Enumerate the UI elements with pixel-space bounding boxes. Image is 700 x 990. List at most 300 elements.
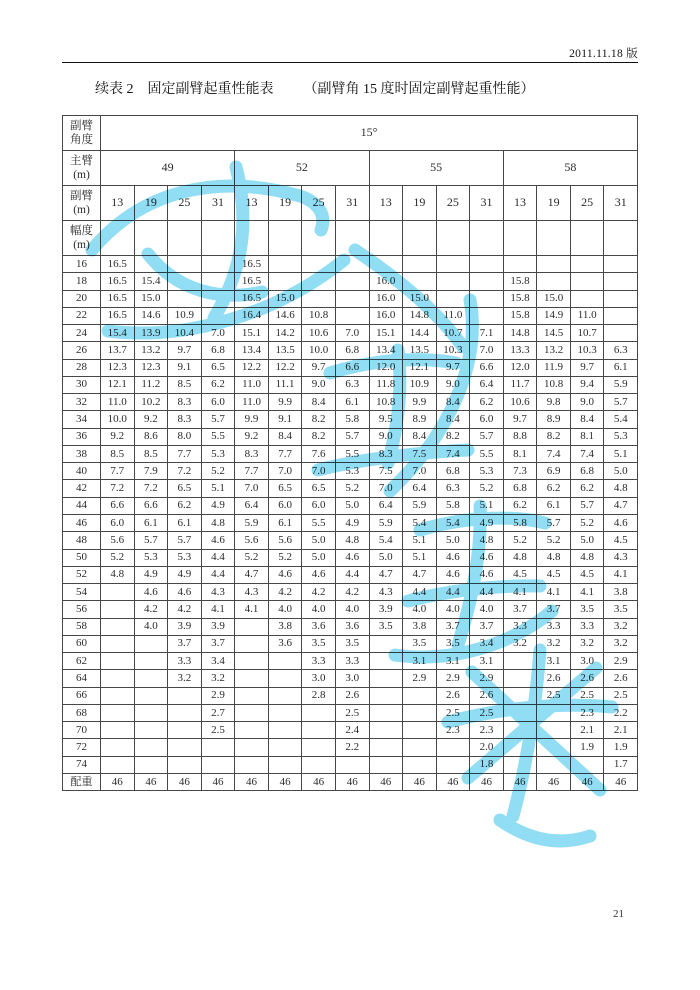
capacity-cell: 13.4: [235, 342, 269, 359]
capacity-cell: 16.5: [101, 290, 135, 307]
capacity-cell: 11.0: [235, 376, 269, 393]
capacity-cell: 3.9: [168, 618, 202, 635]
capacity-cell: 8.3: [168, 411, 202, 428]
radius-cell: 40: [63, 463, 101, 480]
capacity-cell: 8.2: [302, 428, 336, 445]
capacity-cell: 9.0: [436, 376, 470, 393]
capacity-cell: [134, 739, 168, 756]
capacity-cell: 2.8: [302, 687, 336, 704]
capacity-cell: 5.2: [268, 549, 302, 566]
main-boom-49-cell: 49: [101, 151, 235, 186]
capacity-cell: 5.0: [436, 532, 470, 549]
radius-header-empty-cell: [235, 221, 269, 256]
capacity-cell: 14.8: [503, 325, 537, 342]
capacity-cell: 6.2: [168, 497, 202, 514]
capacity-cell: 4.3: [235, 584, 269, 601]
table-row: [63, 653, 638, 670]
capacity-cell: 8.2: [302, 411, 336, 428]
capacity-cell: 5.3: [168, 549, 202, 566]
capacity-cell: 6.5: [201, 359, 235, 376]
capacity-cell: [101, 704, 135, 721]
capacity-cell: 4.0: [302, 601, 336, 618]
table-row: [63, 532, 638, 549]
capacity-cell: 10.0: [302, 342, 336, 359]
capacity-cell: 4.9: [168, 566, 202, 583]
capacity-cell: 6.5: [268, 480, 302, 497]
capacity-cell: 4.8: [470, 532, 504, 549]
capacity-cell: 4.6: [335, 549, 369, 566]
capacity-cell: 10.8: [537, 376, 571, 393]
capacity-cell: 13.2: [134, 342, 168, 359]
capacity-cell: 3.0: [570, 653, 604, 670]
page-title-main: 续表 2 固定副臂起重性能表: [95, 82, 274, 97]
capacity-cell: [503, 756, 537, 773]
capacity-cell: [537, 739, 571, 756]
load-chart-table: [62, 115, 638, 791]
capacity-cell: 6.5: [168, 480, 202, 497]
capacity-cell: 5.7: [201, 411, 235, 428]
capacity-cell: [503, 704, 537, 721]
capacity-cell: 2.3: [436, 722, 470, 739]
capacity-cell: [503, 256, 537, 273]
capacity-cell: 4.6: [436, 549, 470, 566]
radius-cell: 74: [63, 756, 101, 773]
capacity-cell: 4.4: [470, 584, 504, 601]
capacity-cell: 8.4: [436, 394, 470, 411]
capacity-cell: 2.1: [570, 722, 604, 739]
capacity-cell: 3.7: [168, 635, 202, 652]
radius-cell: 64: [63, 670, 101, 687]
capacity-cell: [168, 290, 202, 307]
radius-header-empty-cell: [134, 221, 168, 256]
capacity-cell: [403, 256, 437, 273]
table-row: [63, 566, 638, 583]
capacity-cell: 15.1: [369, 325, 403, 342]
capacity-cell: 9.9: [235, 411, 269, 428]
capacity-cell: 5.2: [101, 549, 135, 566]
capacity-cell: [201, 256, 235, 273]
capacity-cell: 14.5: [537, 325, 571, 342]
capacity-cell: 12.3: [134, 359, 168, 376]
capacity-cell: 12.1: [403, 359, 437, 376]
capacity-cell: 3.5: [369, 618, 403, 635]
capacity-cell: 4.0: [403, 601, 437, 618]
capacity-cell: 16.5: [235, 273, 269, 290]
capacity-cell: 4.3: [369, 584, 403, 601]
capacity-cell: [302, 256, 336, 273]
page-title: [95, 78, 535, 98]
capacity-cell: 5.4: [436, 514, 470, 531]
capacity-cell: 2.3: [570, 704, 604, 721]
capacity-cell: [302, 722, 336, 739]
capacity-cell: [101, 739, 135, 756]
capacity-cell: 9.7: [436, 359, 470, 376]
capacity-cell: 7.4: [570, 445, 604, 462]
capacity-cell: 7.1: [470, 325, 504, 342]
capacity-cell: 3.8: [403, 618, 437, 635]
version-label: 2011.11.18 版: [569, 48, 638, 60]
capacity-cell: 9.1: [268, 411, 302, 428]
capacity-cell: [235, 618, 269, 635]
radius-cell: 56: [63, 601, 101, 618]
radius-header-empty-cell: [470, 221, 504, 256]
capacity-cell: 8.0: [168, 428, 202, 445]
capacity-cell: [235, 722, 269, 739]
capacity-cell: [369, 687, 403, 704]
capacity-cell: [369, 256, 403, 273]
capacity-cell: [302, 739, 336, 756]
capacity-cell: 3.5: [403, 635, 437, 652]
capacity-cell: 12.1: [101, 376, 135, 393]
capacity-cell: [268, 722, 302, 739]
radius-header-empty-cell: [436, 221, 470, 256]
capacity-cell: 2.5: [470, 704, 504, 721]
capacity-cell: 3.7: [537, 601, 571, 618]
capacity-cell: 2.3: [470, 722, 504, 739]
capacity-cell: 3.3: [168, 653, 202, 670]
capacity-cell: 5.5: [470, 445, 504, 462]
capacity-cell: 1.9: [570, 739, 604, 756]
capacity-cell: 4.2: [134, 601, 168, 618]
capacity-cell: [134, 687, 168, 704]
capacity-cell: 3.6: [268, 635, 302, 652]
capacity-cell: 7.4: [537, 445, 571, 462]
radius-cell: 60: [63, 635, 101, 652]
capacity-cell: 4.8: [604, 480, 638, 497]
capacity-cell: 2.6: [604, 670, 638, 687]
capacity-cell: [268, 756, 302, 773]
capacity-cell: 2.5: [537, 687, 571, 704]
capacity-cell: [235, 687, 269, 704]
capacity-cell: 6.0: [101, 514, 135, 531]
capacity-cell: 5.6: [235, 532, 269, 549]
capacity-cell: 8.1: [503, 445, 537, 462]
jib-length-cell: 13: [235, 186, 269, 221]
capacity-cell: 5.9: [235, 514, 269, 531]
capacity-cell: 10.0: [101, 411, 135, 428]
capacity-cell: 12.2: [235, 359, 269, 376]
capacity-cell: 4.9: [335, 514, 369, 531]
jib-length-cell: 25: [168, 186, 202, 221]
table-row: [63, 463, 638, 480]
capacity-cell: 7.2: [101, 480, 135, 497]
capacity-cell: 11.0: [436, 307, 470, 324]
capacity-cell: [403, 687, 437, 704]
capacity-cell: 7.7: [168, 445, 202, 462]
capacity-cell: 6.8: [335, 342, 369, 359]
counterweight-cell: 46: [503, 773, 537, 790]
counterweight-cell: 46: [101, 773, 135, 790]
capacity-cell: 15.0: [134, 290, 168, 307]
capacity-cell: 2.9: [604, 653, 638, 670]
capacity-cell: 5.3: [134, 549, 168, 566]
capacity-cell: [436, 273, 470, 290]
radius-header-empty-cell: [503, 221, 537, 256]
capacity-cell: 4.4: [436, 584, 470, 601]
table-row: [63, 687, 638, 704]
capacity-cell: 10.9: [168, 307, 202, 324]
capacity-cell: 10.9: [403, 376, 437, 393]
capacity-cell: [134, 635, 168, 652]
capacity-cell: 4.2: [335, 584, 369, 601]
capacity-cell: 6.6: [335, 359, 369, 376]
capacity-cell: 15.8: [503, 273, 537, 290]
capacity-cell: 7.0: [369, 480, 403, 497]
capacity-cell: 3.2: [570, 635, 604, 652]
capacity-cell: [134, 670, 168, 687]
capacity-cell: 8.5: [168, 376, 202, 393]
capacity-cell: 4.7: [235, 566, 269, 583]
capacity-cell: 4.2: [168, 601, 202, 618]
capacity-cell: 4.0: [470, 601, 504, 618]
jib-angle-corner-cell: 副臂 角度: [63, 116, 101, 151]
capacity-cell: 4.8: [537, 549, 571, 566]
capacity-cell: 6.2: [503, 497, 537, 514]
capacity-cell: 8.9: [403, 411, 437, 428]
capacity-cell: 8.5: [101, 445, 135, 462]
capacity-cell: [503, 739, 537, 756]
capacity-cell: 4.8: [335, 532, 369, 549]
capacity-cell: 6.9: [537, 463, 571, 480]
capacity-cell: 5.9: [403, 497, 437, 514]
jib-length-cell: 31: [470, 186, 504, 221]
capacity-cell: 7.0: [235, 480, 269, 497]
capacity-cell: 4.8: [503, 549, 537, 566]
counterweight-cell: 46: [403, 773, 437, 790]
table-row: [63, 342, 638, 359]
table-row: [63, 290, 638, 307]
capacity-cell: 9.2: [235, 428, 269, 445]
radius-header-empty-cell: [201, 221, 235, 256]
capacity-cell: 4.4: [335, 566, 369, 583]
capacity-cell: 6.0: [201, 394, 235, 411]
capacity-cell: 6.4: [235, 497, 269, 514]
capacity-cell: 3.4: [201, 653, 235, 670]
capacity-cell: [268, 653, 302, 670]
capacity-cell: 10.6: [302, 325, 336, 342]
capacity-cell: 3.1: [537, 653, 571, 670]
capacity-cell: 9.7: [168, 342, 202, 359]
capacity-cell: [537, 704, 571, 721]
capacity-cell: 3.1: [470, 653, 504, 670]
capacity-cell: 3.3: [537, 618, 571, 635]
capacity-cell: 4.9: [201, 497, 235, 514]
capacity-cell: 8.4: [268, 428, 302, 445]
capacity-cell: 5.4: [369, 532, 403, 549]
radius-cell: 42: [63, 480, 101, 497]
capacity-cell: 6.1: [537, 497, 571, 514]
counterweight-cell: 46: [436, 773, 470, 790]
capacity-cell: [134, 704, 168, 721]
capacity-cell: 5.7: [168, 532, 202, 549]
radius-header-empty-cell: [302, 221, 336, 256]
capacity-cell: 2.4: [335, 722, 369, 739]
table-row: [63, 704, 638, 721]
capacity-cell: [134, 722, 168, 739]
capacity-cell: [369, 635, 403, 652]
capacity-cell: 11.1: [268, 376, 302, 393]
radius-header-empty-cell: [168, 221, 202, 256]
capacity-cell: 5.3: [604, 428, 638, 445]
capacity-cell: 8.6: [134, 428, 168, 445]
capacity-cell: 5.2: [470, 480, 504, 497]
capacity-cell: 5.0: [335, 497, 369, 514]
main-boom-corner-cell: 主臂 (m): [63, 151, 101, 186]
capacity-cell: 9.7: [503, 411, 537, 428]
capacity-cell: [235, 704, 269, 721]
capacity-cell: 5.2: [235, 549, 269, 566]
capacity-cell: [537, 756, 571, 773]
capacity-cell: 8.2: [436, 428, 470, 445]
table-row: [63, 256, 638, 273]
capacity-cell: 1.9: [604, 739, 638, 756]
capacity-cell: 9.9: [403, 394, 437, 411]
capacity-cell: [268, 704, 302, 721]
capacity-cell: 6.2: [570, 480, 604, 497]
capacity-cell: 9.5: [369, 411, 403, 428]
capacity-cell: 2.5: [201, 722, 235, 739]
table-row: [63, 756, 638, 773]
capacity-cell: 10.8: [369, 394, 403, 411]
capacity-cell: 5.7: [470, 428, 504, 445]
table-row: [63, 325, 638, 342]
capacity-cell: 11.0: [570, 307, 604, 324]
capacity-cell: 5.1: [403, 532, 437, 549]
jib-length-cell: 25: [570, 186, 604, 221]
radius-cell: 62: [63, 653, 101, 670]
radius-cell: 36: [63, 428, 101, 445]
capacity-cell: 4.1: [201, 601, 235, 618]
radius-cell: 30: [63, 376, 101, 393]
capacity-cell: 5.1: [470, 497, 504, 514]
capacity-cell: 6.1: [335, 394, 369, 411]
table-row: [63, 549, 638, 566]
jib-length-cell: 19: [268, 186, 302, 221]
capacity-cell: [570, 290, 604, 307]
counterweight-cell: 46: [201, 773, 235, 790]
table-row: [63, 428, 638, 445]
capacity-cell: [168, 756, 202, 773]
counterweight-cell: 46: [168, 773, 202, 790]
capacity-cell: 8.8: [503, 428, 537, 445]
capacity-cell: 3.2: [201, 670, 235, 687]
capacity-cell: 13.3: [503, 342, 537, 359]
capacity-cell: 10.3: [570, 342, 604, 359]
capacity-cell: 4.8: [570, 549, 604, 566]
capacity-cell: 16.5: [101, 256, 135, 273]
capacity-cell: 4.6: [470, 549, 504, 566]
capacity-cell: 4.1: [570, 584, 604, 601]
capacity-cell: [335, 273, 369, 290]
capacity-cell: 8.3: [369, 445, 403, 462]
capacity-cell: 14.6: [268, 307, 302, 324]
capacity-cell: 8.4: [302, 394, 336, 411]
capacity-cell: [403, 273, 437, 290]
capacity-cell: 9.4: [570, 376, 604, 393]
capacity-cell: 14.6: [134, 307, 168, 324]
capacity-cell: 9.0: [302, 376, 336, 393]
capacity-cell: [101, 635, 135, 652]
capacity-cell: 5.4: [403, 514, 437, 531]
capacity-cell: 8.3: [168, 394, 202, 411]
capacity-cell: 16.0: [369, 307, 403, 324]
capacity-cell: [235, 670, 269, 687]
capacity-cell: 12.2: [268, 359, 302, 376]
radius-cell: 38: [63, 445, 101, 462]
capacity-cell: 10.6: [503, 394, 537, 411]
capacity-cell: 4.6: [436, 566, 470, 583]
jib-length-cell: 13: [101, 186, 135, 221]
capacity-cell: 9.7: [570, 359, 604, 376]
capacity-cell: 5.2: [201, 463, 235, 480]
capacity-cell: [403, 722, 437, 739]
capacity-cell: 3.3: [302, 653, 336, 670]
capacity-cell: 6.6: [470, 359, 504, 376]
counterweight-cell: 46: [537, 773, 571, 790]
capacity-cell: [268, 739, 302, 756]
radius-cell: 48: [63, 532, 101, 549]
capacity-cell: 4.1: [235, 601, 269, 618]
capacity-cell: 4.8: [201, 514, 235, 531]
capacity-cell: 6.8: [201, 342, 235, 359]
capacity-cell: 16.0: [369, 273, 403, 290]
capacity-cell: 2.2: [335, 739, 369, 756]
jib-angle-value-cell: 15°: [101, 116, 638, 151]
capacity-cell: 12.3: [101, 359, 135, 376]
capacity-cell: 4.4: [201, 566, 235, 583]
capacity-cell: 6.2: [537, 480, 571, 497]
table-row: [63, 376, 638, 393]
radius-cell: 24: [63, 325, 101, 342]
capacity-cell: 3.2: [537, 635, 571, 652]
radius-header-empty-cell: [268, 221, 302, 256]
capacity-cell: [235, 653, 269, 670]
jib-length-cell: 19: [403, 186, 437, 221]
capacity-cell: 4.2: [268, 584, 302, 601]
capacity-cell: 4.7: [604, 497, 638, 514]
capacity-cell: [268, 273, 302, 290]
counterweight-cell: 46: [268, 773, 302, 790]
capacity-cell: 3.9: [369, 601, 403, 618]
capacity-cell: 5.5: [201, 428, 235, 445]
capacity-cell: [201, 739, 235, 756]
capacity-cell: 3.3: [335, 653, 369, 670]
capacity-cell: 6.2: [470, 394, 504, 411]
capacity-cell: 5.8: [335, 411, 369, 428]
capacity-cell: 3.4: [470, 635, 504, 652]
capacity-cell: 5.7: [570, 497, 604, 514]
main-boom-58-cell: 58: [503, 151, 637, 186]
radius-header-empty-cell: [403, 221, 437, 256]
capacity-cell: 4.0: [268, 601, 302, 618]
capacity-cell: 3.8: [268, 618, 302, 635]
capacity-cell: [268, 670, 302, 687]
capacity-cell: [436, 290, 470, 307]
capacity-cell: 3.8: [604, 584, 638, 601]
capacity-cell: [436, 756, 470, 773]
capacity-cell: 16.4: [235, 307, 269, 324]
capacity-cell: 3.7: [503, 601, 537, 618]
capacity-cell: 7.0: [470, 342, 504, 359]
capacity-cell: [537, 273, 571, 290]
capacity-cell: 13.2: [537, 342, 571, 359]
capacity-cell: 5.0: [302, 549, 336, 566]
capacity-cell: 6.4: [369, 497, 403, 514]
capacity-cell: 6.6: [101, 497, 135, 514]
capacity-cell: 10.2: [134, 394, 168, 411]
capacity-cell: 2.6: [436, 687, 470, 704]
jib-length-cell: 25: [302, 186, 336, 221]
